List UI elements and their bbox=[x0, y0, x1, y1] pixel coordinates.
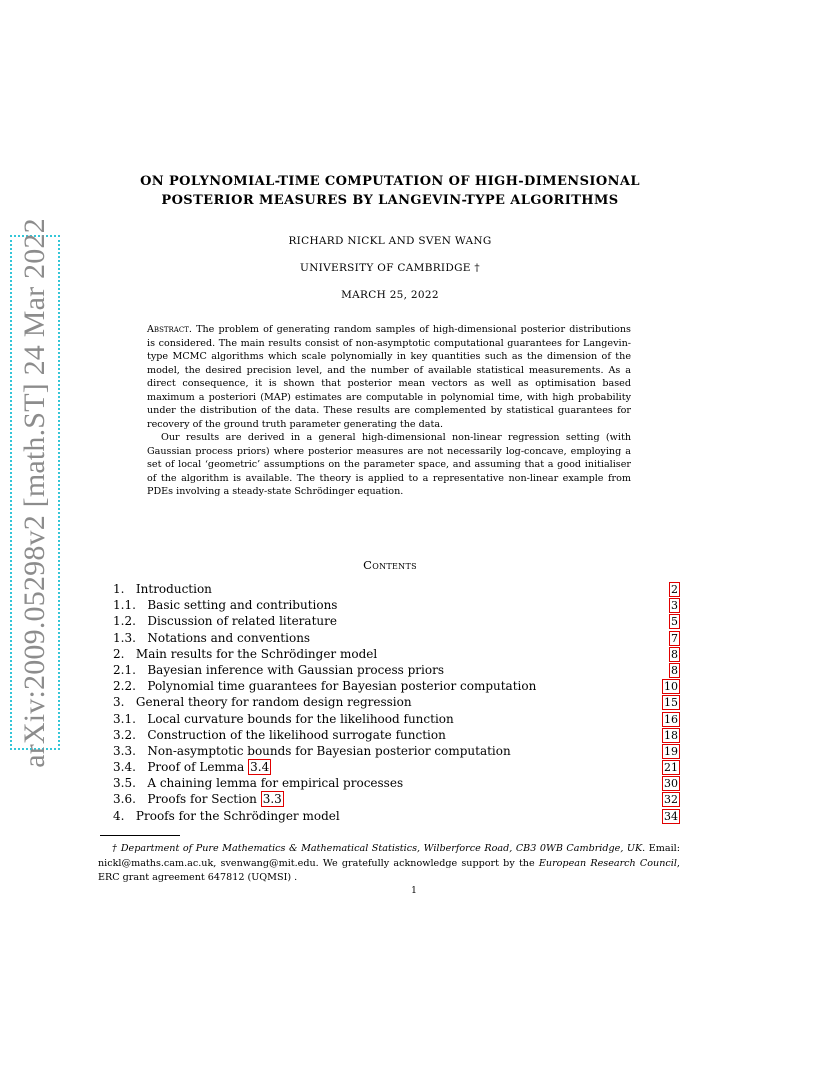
paper-title bbox=[110, 172, 670, 210]
toc-entry-title: Non-asymptotic bounds for Bayesian posterior computation bbox=[147, 743, 511, 758]
footnote-email: Email: nickl@maths.cam.ac.uk, svenwang@mit.edu. We gratefully acknowledge support by the bbox=[98, 843, 680, 869]
toc-entry[interactable] bbox=[113, 662, 680, 678]
toc-entry[interactable] bbox=[113, 678, 680, 694]
toc-entry[interactable] bbox=[113, 759, 680, 775]
toc-entry-title: Basic setting and contributions bbox=[147, 598, 338, 613]
toc-entry-reference-link[interactable]: 3.3 bbox=[262, 792, 282, 807]
toc-page-link[interactable]: 30 bbox=[664, 777, 678, 791]
toc-page-link[interactable]: 21 bbox=[664, 761, 678, 775]
toc-entry-number: 2.1. bbox=[113, 662, 136, 677]
toc-entry-title: Construction of the likelihood surrogate function bbox=[147, 727, 446, 742]
toc-entry-number: 1.2. bbox=[113, 614, 136, 629]
toc-entry-title: Introduction bbox=[135, 582, 212, 596]
toc-entry[interactable] bbox=[113, 694, 680, 710]
toc-entry-number: 3.4. bbox=[113, 760, 136, 775]
toc-entry-title: Discussion of related literature bbox=[147, 614, 337, 629]
authors: RICHARD NICKL AND SVEN WANG bbox=[288, 235, 492, 247]
toc-entry[interactable] bbox=[113, 791, 680, 807]
toc-page-link[interactable]: 32 bbox=[664, 793, 678, 807]
toc-page-link[interactable]: 19 bbox=[664, 744, 678, 758]
toc-entry-number: 1.3. bbox=[113, 630, 136, 645]
toc-page-link[interactable]: 15 bbox=[664, 696, 678, 710]
title-line-1: ON POLYNOMIAL-TIME COMPUTATION OF HIGH-DIMENSIONAL bbox=[140, 174, 640, 189]
date: MARCH 25, 2022 bbox=[341, 289, 439, 301]
footnote-rule bbox=[100, 835, 180, 836]
title-line-2: POSTERIOR MEASURES BY LANGEVIN-TYPE ALGORITHMS bbox=[161, 193, 619, 208]
footnote-council: European Research Council bbox=[538, 857, 677, 869]
abstract bbox=[147, 323, 631, 499]
toc-entry-title: Bayesian inference with Gaussian process priors bbox=[147, 662, 444, 677]
abstract-text-1: The problem of generating random samples of high-dimensional posterior distributions is considered. The main results consist of non-asymptotic computational guarantees for Langevin-type MCMC algorithms which scale polynomially in key quantities such as the dimension of the model, the desired precision level, and the number of available statistical measurements. As a direct consequence, it is shown that posterior mean vectors as well as optimisation based maximum a posteriori (MAP) estimates are computable in polynomial time, with high probability under the distribution of the data. These results are complemented by statistical guarantees for recovery of the ground truth parameter generating the data. bbox=[147, 324, 631, 430]
toc-page-link[interactable]: 8 bbox=[671, 663, 678, 677]
toc-entry-reference-link[interactable]: 3.4 bbox=[250, 760, 270, 775]
toc-page-link[interactable]: 5 bbox=[671, 615, 678, 629]
toc-page-link[interactable]: 8 bbox=[671, 647, 678, 661]
toc-entry-number: 1.1. bbox=[113, 598, 136, 613]
toc-entry-number: 3.2. bbox=[113, 727, 136, 742]
toc-entry-title: General theory for random design regression bbox=[135, 695, 412, 710]
toc-entry[interactable] bbox=[113, 613, 680, 629]
toc-entry-title: Main results for the Schrödinger model bbox=[135, 646, 378, 661]
toc-entry-number: 3.1. bbox=[113, 711, 136, 726]
toc-entry[interactable] bbox=[113, 743, 680, 759]
toc-entry-title: Notations and conventions bbox=[147, 630, 311, 645]
abstract-paragraph-1 bbox=[147, 323, 631, 431]
toc-page-link[interactable]: 34 bbox=[664, 809, 678, 823]
toc-entry-number: 1. bbox=[113, 582, 125, 596]
page-number: 1 bbox=[411, 886, 417, 896]
toc-entry[interactable] bbox=[113, 775, 680, 791]
abstract-label: Abstract. bbox=[147, 324, 192, 335]
arxiv-identifier[interactable]: arXiv:2009.05298v2 [math.ST] 24 Mar 2022 bbox=[18, 218, 51, 768]
toc-entry[interactable] bbox=[113, 597, 680, 613]
footnote-grant: , ERC grant agreement 647812 (UQMSI) . bbox=[98, 857, 680, 883]
toc-entry-number: 3.6. bbox=[113, 792, 136, 807]
footnote-affiliation: † Department of Pure Mathematics & Mathematical Statistics, Wilberforce Road, CB3 0WB Cambridge, UK. bbox=[112, 843, 646, 854]
toc-entry-title: Polynomial time guarantees for Bayesian posterior computation bbox=[147, 679, 537, 694]
footnote bbox=[98, 842, 680, 886]
toc-entry-number: 3.3. bbox=[113, 743, 136, 758]
toc-page-link[interactable]: 2 bbox=[671, 583, 678, 596]
toc-entry-number: 2. bbox=[113, 646, 125, 661]
toc-entry[interactable] bbox=[113, 808, 680, 824]
toc-page-link[interactable]: 3 bbox=[671, 599, 678, 613]
toc-entry-title: Local curvature bounds for the likelihood function bbox=[147, 711, 454, 726]
toc-page-link[interactable]: 16 bbox=[664, 712, 678, 726]
toc-entry-number: 4. bbox=[113, 808, 125, 823]
toc-page-link[interactable]: 7 bbox=[671, 631, 678, 645]
toc-page-link[interactable]: 18 bbox=[664, 728, 678, 742]
toc-entry[interactable] bbox=[113, 711, 680, 727]
toc-entry-title: Proofs for Section bbox=[147, 792, 257, 807]
toc-entry-title: Proofs for the Schrödinger model bbox=[135, 808, 340, 823]
toc-page-link[interactable]: 10 bbox=[664, 680, 678, 694]
toc-entry[interactable] bbox=[113, 646, 680, 662]
toc-entry-number: 2.2. bbox=[113, 679, 136, 694]
toc-entry-title: Proof of Lemma bbox=[147, 760, 245, 775]
abstract-paragraph-2: Our results are derived in a general high-dimensional non-linear regression setting (with Gaussian process priors) where posterior measures are not necessarily log-concave, employing a set of local ‘geometric’ assumptions on the parameter space, and assuming that a good initialiser of the algorithm is available. The theory is applied to a representative non-linear example from PDEs involving a steady-state Schrödinger equation. bbox=[147, 432, 631, 497]
toc-entry[interactable] bbox=[113, 630, 680, 646]
toc-entry-number: 3.5. bbox=[113, 776, 136, 791]
toc-entry-number: 3. bbox=[113, 695, 125, 710]
table-of-contents bbox=[113, 581, 680, 824]
affiliation: UNIVERSITY OF CAMBRIDGE † bbox=[300, 262, 480, 274]
contents-heading: Contents bbox=[363, 558, 417, 572]
toc-entry[interactable] bbox=[113, 727, 680, 743]
toc-entry-title: A chaining lemma for empirical processes bbox=[147, 776, 404, 791]
toc-entry[interactable] bbox=[113, 581, 680, 597]
